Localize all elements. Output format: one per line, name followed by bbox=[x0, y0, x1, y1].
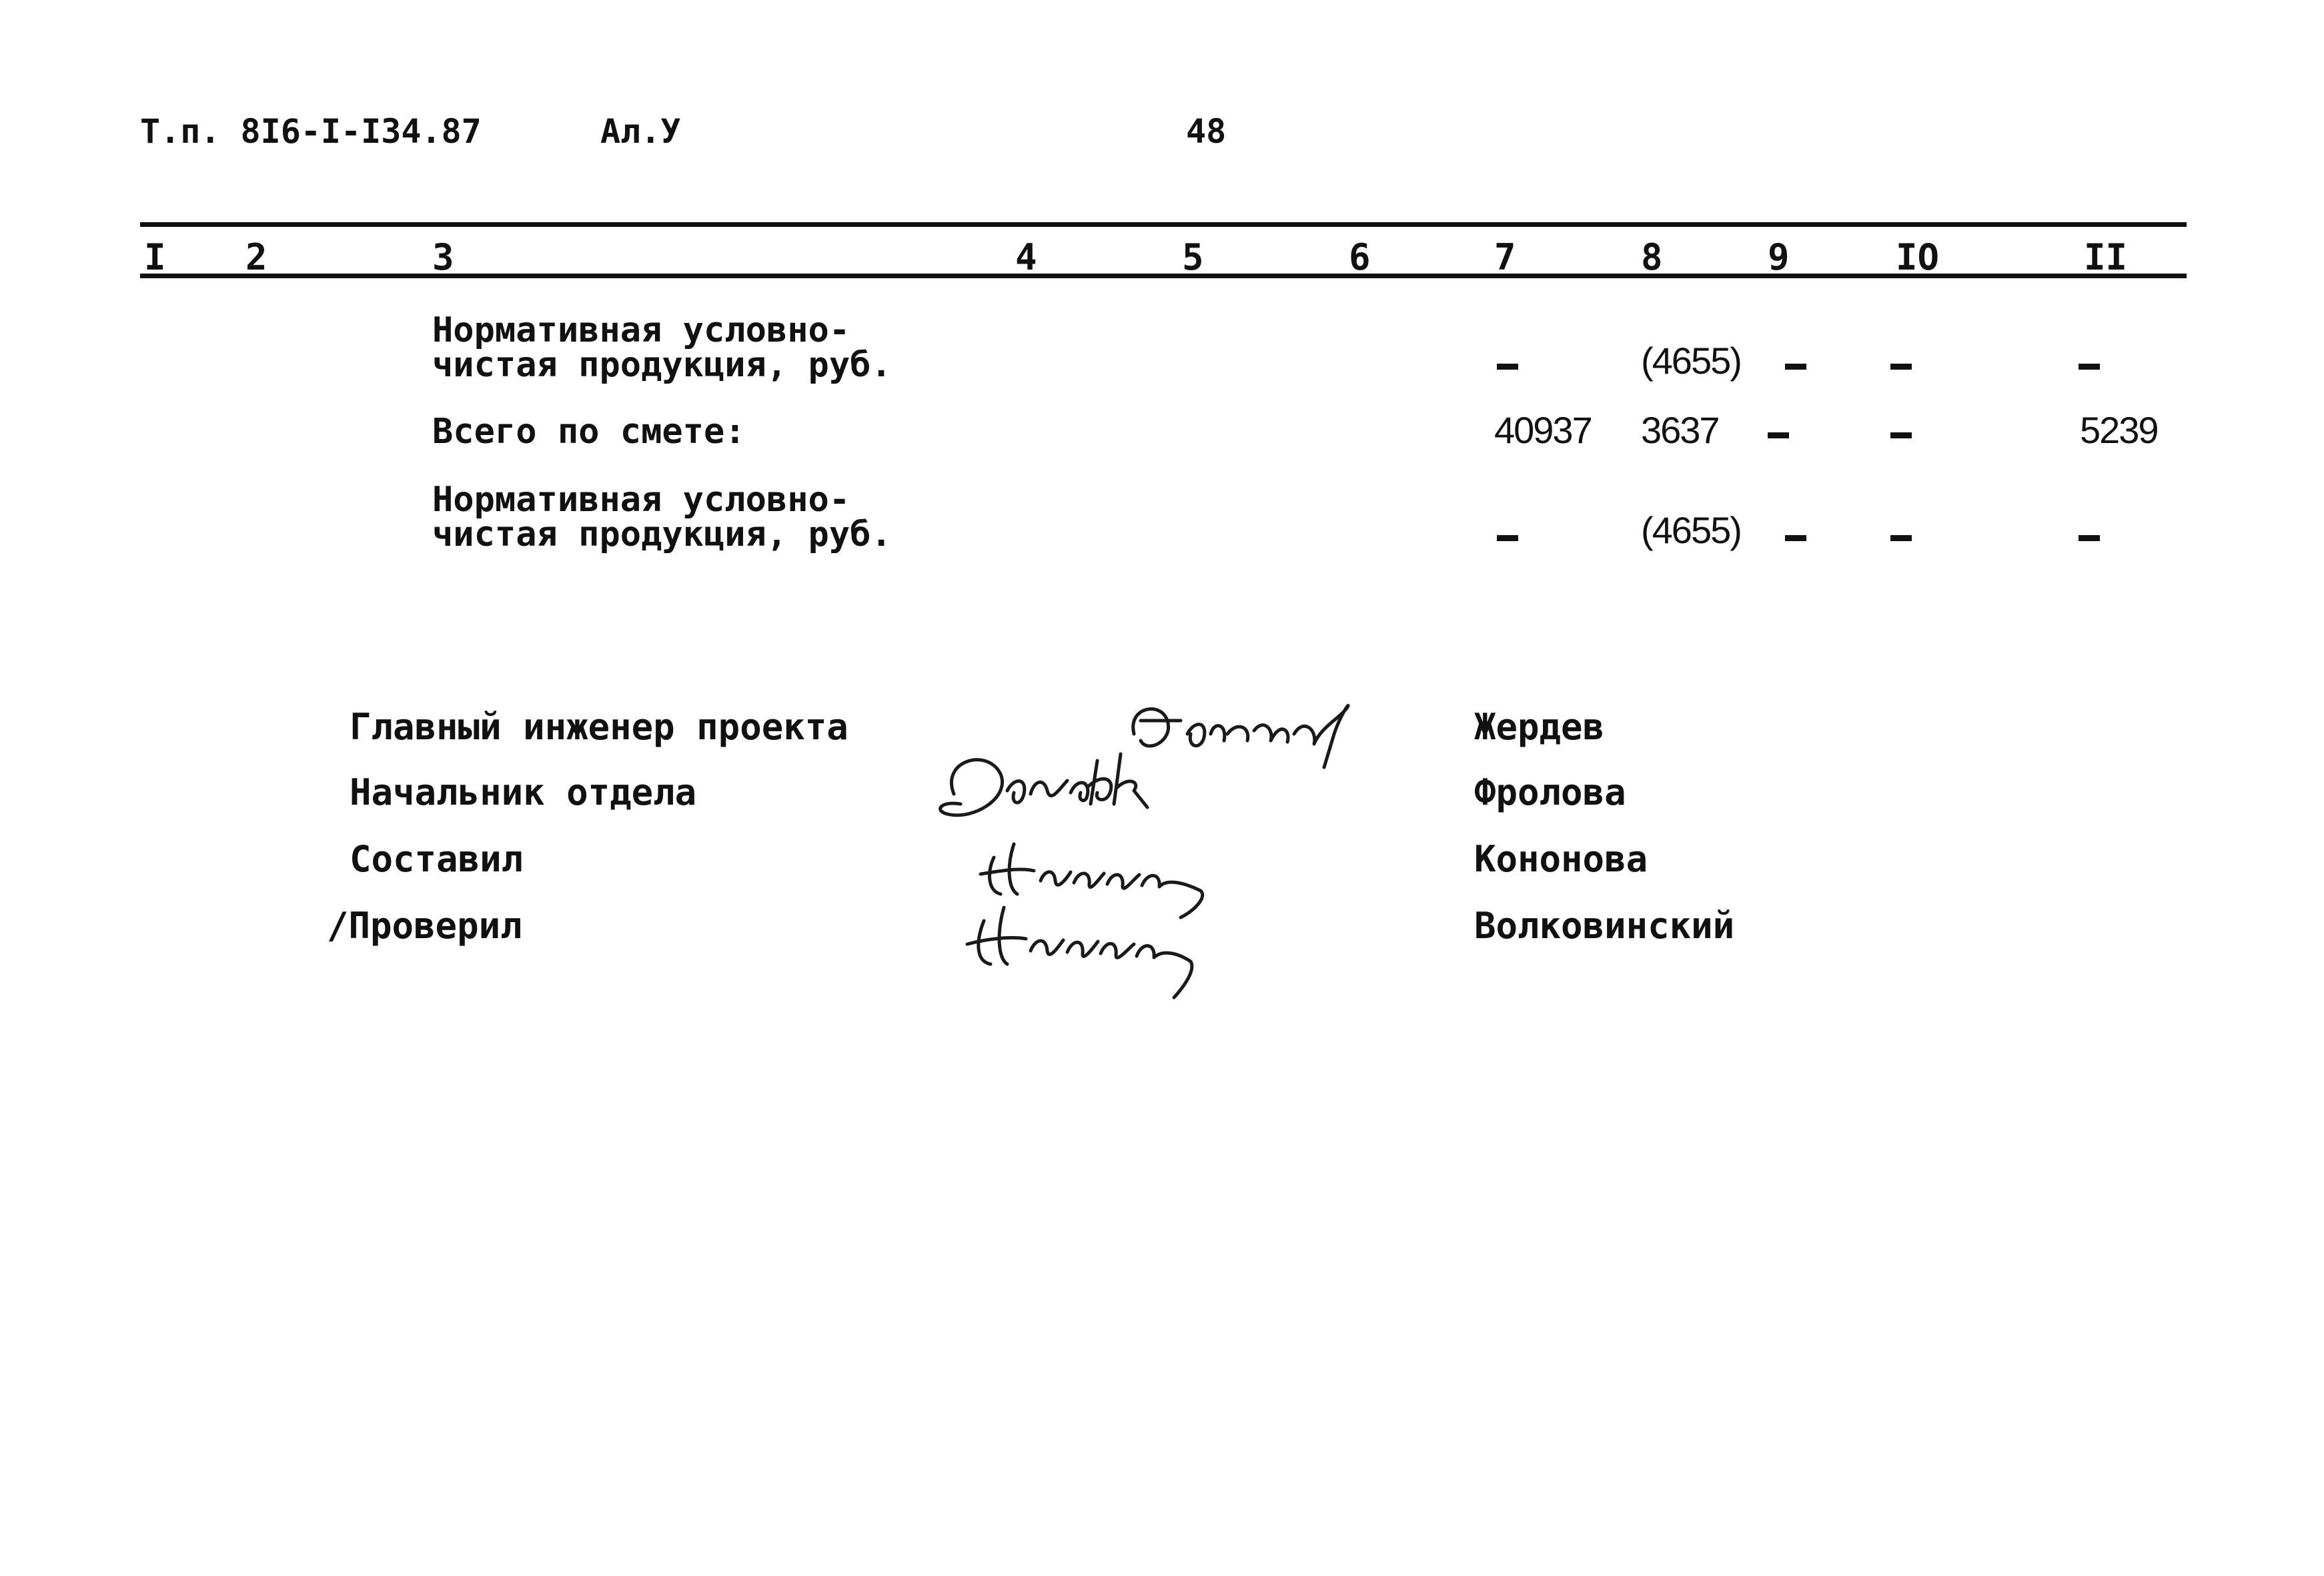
cell-col7-dash bbox=[1497, 535, 1518, 541]
signature-role-chief-engineer: Главный инженер проекта bbox=[350, 706, 848, 748]
cell-col11-dash bbox=[2079, 364, 2100, 370]
document-reference: Т.п. 8I6-I-I34.87 bbox=[140, 112, 482, 151]
cell-col8: (4655) bbox=[1641, 340, 1741, 382]
signature-name-chief-engineer: Жердев bbox=[1474, 706, 1605, 748]
cell-col10-dash bbox=[1890, 535, 1912, 541]
cell-col10-dash bbox=[1890, 432, 1912, 438]
row-label-line1: Нормативная условно- bbox=[432, 480, 850, 520]
signature-role-department-head: Начальник отдела bbox=[350, 771, 697, 813]
signature-role-compiled-by: Составил bbox=[350, 838, 524, 880]
cell-col7-dash bbox=[1497, 364, 1518, 370]
row-label-line1: Нормативная условно- bbox=[432, 310, 850, 350]
column-number-3: 3 bbox=[432, 236, 454, 278]
column-number-7: 7 bbox=[1494, 236, 1516, 278]
column-number-8: 8 bbox=[1641, 236, 1663, 278]
column-number-1: I bbox=[144, 236, 166, 278]
page-number: 48 bbox=[1186, 112, 1227, 151]
cell-col8: 3637 bbox=[1641, 409, 1719, 451]
signature-name-department-head: Фролова bbox=[1474, 771, 1626, 813]
signature-name-checked-by: Волковинский bbox=[1474, 905, 1735, 947]
cell-col7: 40937 bbox=[1494, 409, 1592, 451]
album-number: Ал.У bbox=[600, 112, 681, 151]
cell-col9-dash bbox=[1785, 364, 1806, 370]
column-number-4: 4 bbox=[1015, 236, 1037, 278]
cell-col9-dash bbox=[1785, 535, 1806, 541]
cell-col10-dash bbox=[1890, 364, 1912, 370]
cell-col9-dash bbox=[1768, 432, 1789, 438]
handwritten-signature-checked-by bbox=[954, 897, 1247, 1011]
handwritten-signature-department-head bbox=[927, 741, 1207, 834]
column-number-9: 9 bbox=[1768, 236, 1790, 278]
cell-col11: 5239 bbox=[2080, 409, 2158, 451]
column-number-10: IO bbox=[1896, 236, 1940, 278]
row-label-total: Всего по смете: bbox=[432, 412, 746, 452]
row-label-line2: чистая продукция, руб. bbox=[432, 345, 892, 385]
column-number-6: 6 bbox=[1349, 236, 1371, 278]
table-top-rule bbox=[140, 222, 2187, 227]
signature-name-compiled-by: Кононова bbox=[1474, 838, 1648, 880]
cell-col11-dash bbox=[2079, 535, 2100, 541]
column-number-11: II bbox=[2084, 236, 2128, 278]
column-number-2: 2 bbox=[245, 236, 267, 278]
signature-role-checked-by: /Проверил bbox=[327, 905, 522, 947]
column-number-5: 5 bbox=[1182, 236, 1204, 278]
row-label-line2: чистая продукция, руб. bbox=[432, 514, 892, 554]
cell-col8: (4655) bbox=[1641, 509, 1741, 551]
